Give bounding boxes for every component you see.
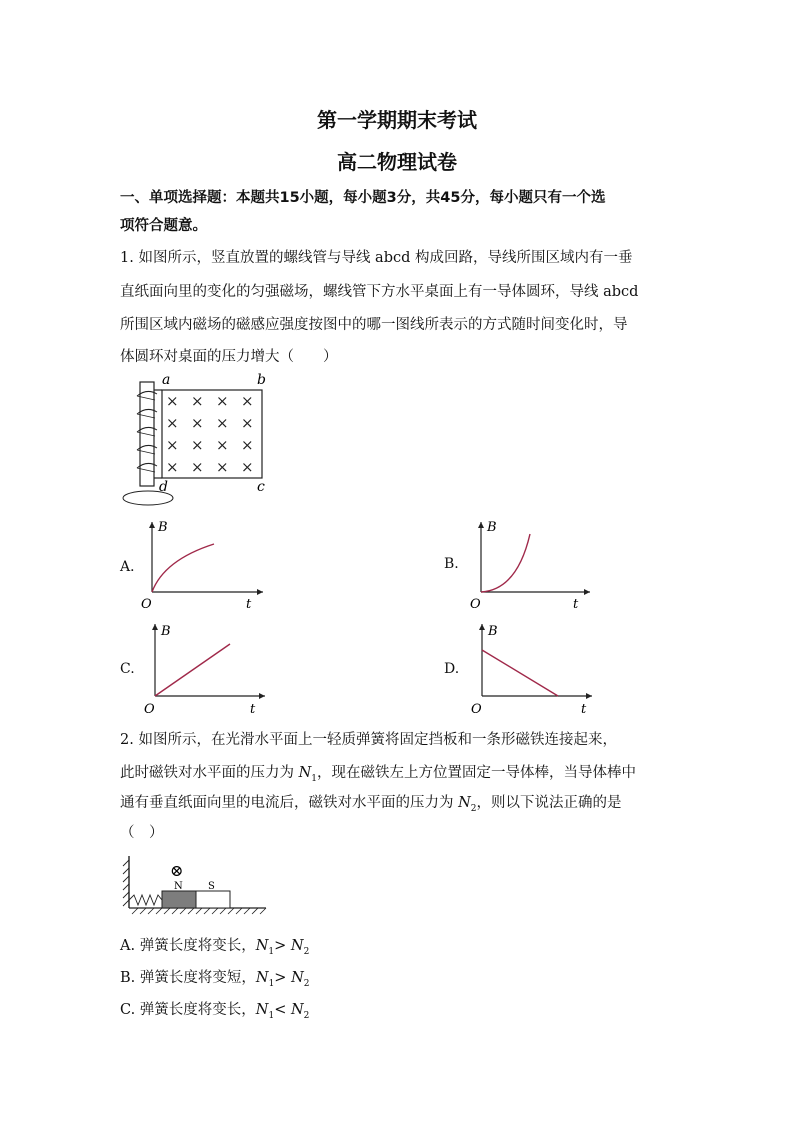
q1-line3: 所围区域内磁场的磁感应强度按图中的哪一图线所表示的方式随时间变化时，导 <box>120 317 628 333</box>
y-axis-label: B <box>487 520 497 535</box>
svg-text:×: × <box>166 458 179 476</box>
svg-text:×: × <box>216 392 229 410</box>
y-axis-label: B <box>488 624 498 639</box>
svg-text:×: × <box>216 436 229 454</box>
q1-option-a-label[interactable]: A． <box>120 559 145 575</box>
q1-line4: 体圆环对桌面的压力增大（ ） <box>120 349 338 365</box>
magnet-south-half <box>196 891 230 908</box>
svg-text:×: × <box>166 392 179 410</box>
svg-text:×: × <box>191 458 204 476</box>
q2-option-c[interactable]: C. 弹簧长度将变长，$N_1< N_2$ <box>120 1002 310 1021</box>
label-c: c <box>257 479 265 495</box>
origin-label: O <box>471 702 482 717</box>
svg-text:×: × <box>191 436 204 454</box>
q2-line3: 通有垂直纸面向里的电流后，磁铁对水平面的压力为 $N_2$，则以下说法正确的是 <box>120 795 622 814</box>
svg-text:×: × <box>241 392 254 410</box>
spring <box>129 895 162 905</box>
q1-line1: 1. 如图所示，竖直放置的螺线管与导线 abcd 构成回路，导线所围区域内有一垂 <box>120 250 633 266</box>
section-heading-line1: 一、单项选择题：本题共15小题，每小题3分，共45分，每小题只有一个选 <box>120 190 606 206</box>
q2-line4: （ ） <box>120 825 164 841</box>
q1-option-c-label[interactable]: C. <box>120 661 135 677</box>
q1-option-d-graph <box>467 620 597 718</box>
spring-magnet-figure <box>120 852 270 918</box>
current-into-page-icon: ⊗ <box>170 861 184 880</box>
q2-line1: 2. 如图所示，在光滑水平面上一轻质弹簧将固定挡板和一条形磁铁连接起来， <box>120 732 617 748</box>
page-subtitle: 高二物理试卷 <box>337 150 457 174</box>
x-axis-label: t <box>573 597 579 612</box>
x-axis-label: t <box>246 597 252 612</box>
svg-text:×: × <box>241 458 254 476</box>
label-a: a <box>162 372 171 388</box>
x-axis-label: t <box>581 702 587 717</box>
page-title: 第一学期期末考试 <box>317 108 477 132</box>
svg-text:×: × <box>216 414 229 432</box>
svg-text:×: × <box>191 392 204 410</box>
label-d: d <box>159 479 168 495</box>
magnet-north-half <box>162 891 196 908</box>
y-axis-label: B <box>161 624 171 639</box>
label-b: b <box>257 372 266 388</box>
magnet-n-label: N <box>174 881 183 892</box>
origin-label: O <box>144 702 155 717</box>
svg-text:×: × <box>241 436 254 454</box>
solenoid-circuit-figure <box>115 370 280 510</box>
magnet-s-label: S <box>208 881 215 892</box>
origin-label: O <box>141 597 152 612</box>
q1-option-d-label[interactable]: D. <box>444 661 460 677</box>
q2-option-a[interactable]: A. 弹簧长度将变长，$N_1> N_2$ <box>120 938 310 957</box>
svg-text:×: × <box>166 414 179 432</box>
q1-option-b-graph <box>465 518 595 613</box>
q1-line2: 直纸面向里的变化的匀强磁场，螺线管下方水平桌面上有一导体圆环，导线 abcd <box>120 284 639 300</box>
q1-option-c-graph <box>140 620 270 718</box>
svg-text:×: × <box>191 414 204 432</box>
q2-option-b[interactable]: B. 弹簧长度将变短，$N_1> N_2$ <box>120 970 310 989</box>
x-axis-label: t <box>250 702 256 717</box>
svg-text:×: × <box>166 436 179 454</box>
svg-text:×: × <box>216 458 229 476</box>
y-axis-label: B <box>158 520 168 535</box>
q2-line2: 此时磁铁对水平面的压力为 $N_1$，现在磁铁左上方位置固定一导体棒，当导体棒中 <box>120 765 637 784</box>
section-heading-line2: 项符合题意。 <box>120 218 207 234</box>
magnetic-field-crosses <box>166 392 254 476</box>
q1-option-a-graph <box>138 518 268 613</box>
svg-text:×: × <box>241 414 254 432</box>
origin-label: O <box>470 597 481 612</box>
q1-option-b-label[interactable]: B. <box>444 556 459 572</box>
